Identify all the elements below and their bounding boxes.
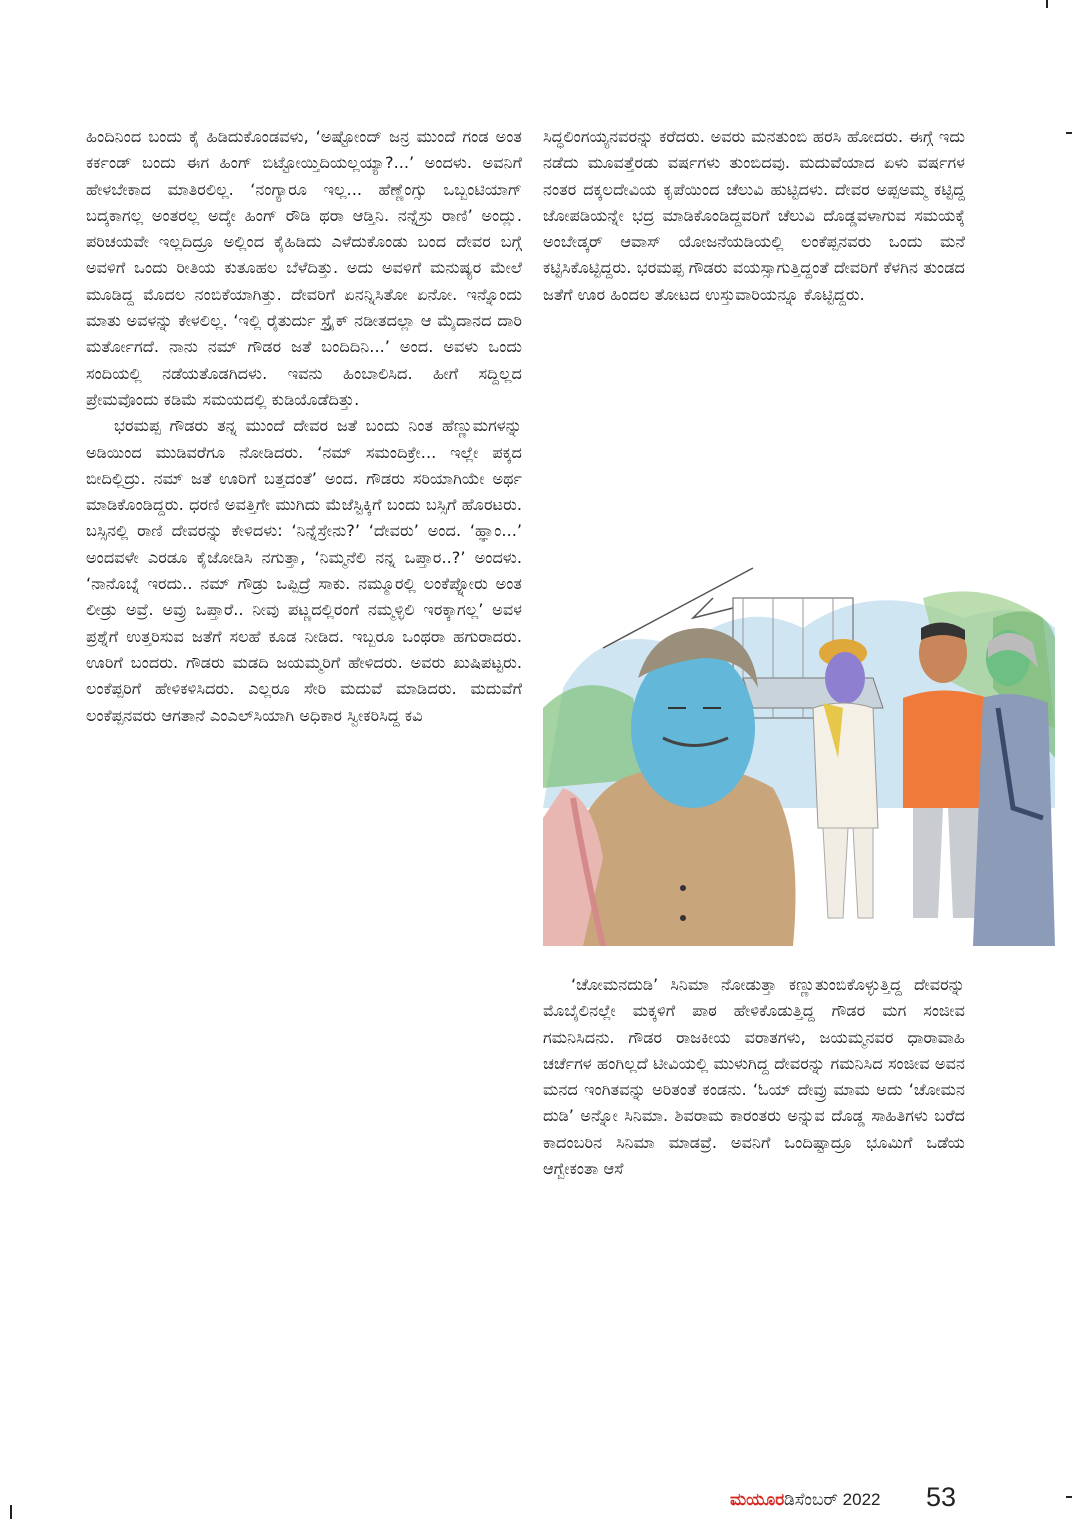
paragraph: ‘ಚೋಮನದುಡಿ’ ಸಿನಿಮಾ ನೋಡುತ್ತಾ ಕಣ್ಣುತುಂಬಿಕೊಳ್ಳುತ್ತಿದ್ದ ದೇವರನ್ನು ಮೊಬೈಲಿನಲ್ಲೇ ಮಕ್ಕಳಿಗೆ ಪಾಠ ಹೇಳಿಕೊಡುತ್ತಿದ್ದ ಗೌಡರ ಮಗ ಸಂಜೀವ ಗಮನಿಸಿದನು. ಗೌಡರ ರಾಜಕೀಯ ವರಾತಗಳು, ಜಯಮ್ಮನವರ ಧಾರಾವಾಹಿ ಚರ್ಚೆಗಳ ಹಂಗಿಲ್ಲದೆ ಟೀವಿಯಲ್ಲಿ ಮುಳುಗಿದ್ದ ದೇವರನ್ನು ಗಮನಿಸಿದ ಸಂಜೀವ ಅವನ ಮನದ ಇಂಗಿತವನ್ನು ಅರಿತಂತೆ ಕಂಡನು. ‘ಓಯ್ ದೇವ್ರು ಮಾಮ ಅದು ‘ಚೋಮನ ದುಡಿ’ ಅನ್ನೋ ಸಿನಿಮಾ. ಶಿವರಾಮ ಕಾರಂತರು ಅನ್ನುವ ದೊಡ್ಡ ಸಾಹಿತಿಗಳು ಬರೆದ ಕಾದಂಬರಿನ ಸಿನಿಮಾ ಮಾಡವ್ರೆ. ಅವನಿಗೆ ಒಂದಿಷ್ಟಾದ್ರೂ ಭೂಮಿಗೆ ಒಡೆಯ ಆಗ್ಬೇಕಂತಾ ಆಸೆ [543,975,965,1179]
crop-mark [1066,132,1072,134]
crop-mark [1066,1496,1072,1498]
crop-mark [10,1505,12,1519]
magazine-name: ಮಯೂರ [730,1490,785,1509]
paragraph: ಹಿಂದಿನಿಂದ ಬಂದು ಕೈ ಹಿಡಿದುಕೊಂಡವಳು, ‘ಅಷ್ಟೋಂದ್ ಜನ್ರ ಮುಂದೆ ಗಂಡ ಅಂತ ಕರ್ಕಂಡ್ ಬಂದು ಈಗ ಹಿಂಗ್ ಬಿಟ್ಟೋಯ್ತಿದಿಯಲ್ಲಯ್ಯಾ?...’ ಅಂದಳು. ಅವನಿಗೆ ಹೇಳಬೇಕಾದ ಮಾತಿರಲಿಲ್ಲ. ‘ನಂಗ್ಯಾರೂ ಇಲ್ಲ... ಹೆಣ್ಣೆಂಗ್ಸು ಒಬ್ಬಂಟಿಯಾಗ್ ಬದ್ಕಕಾಗಲ್ಲ ಅಂತರಲ್ಲ ಅದ್ಕೇ ಹಿಂಗ್ ರೌಡಿ ಥರಾ ಆಡ್ತಿನಿ. ನನ್ನೆಸ್ರು ರಾಣಿ’ ಅಂದ್ಲು. ಪರಿಚಯವೇ ಇಲ್ಲದಿದ್ರೂ ಅಲ್ಲಿಂದ ಕೈಹಿಡಿದು ಎಳೆದುಕೊಂಡು ಬಂದ ದೇವರ ಬಗ್ಗೆ ಅವಳಿಗೆ ಒಂದು ರೀತಿಯ ಕುತೂಹಲ ಬೆಳೆದಿತ್ತು. ಅದು ಅವಳಿಗೆ ಮನುಷ್ಯರ ಮೇಲೆ ಮೂಡಿದ್ದ ಮೊದಲ ನಂಬಿಕೆಯಾಗಿತ್ತು. ದೇವರಿಗೆ ಏನನ್ನಿಸಿತೋ ಏನೋ. ಇನ್ನೊಂದು ಮಾತು ಅವಳನ್ನು ಕೇಳಲಿಲ್ಲ. ‘ಇಲ್ಲಿ ರೈತುರ್ದು ಸ್ಟ್ರೈಕ್ ನಡೀತದಲ್ಲಾ ಆ ಮೈದಾನದ ದಾರಿ ಮರ್ತೋಗದೆ. ನಾನು ನಮ್ ಗೌಡರ ಜತೆ ಬಂದಿದಿನಿ...’ ಅಂದ. ಅವಳು ಒಂದು ಸಂದಿಯಲ್ಲಿ ನಡೆಯತೊಡಗಿದಳು. ಇವನು ಹಿಂಬಾಲಿಸಿದ. ಹೀಗೆ ಸದ್ದಿಲ್ಲದ ಪ್ರೇಮವೊಂದು ಕಡಿಮೆ ಸಮಯದಲ್ಲಿ ಕುಡಿಯೊಡೆದಿತ್ತು. [86,127,522,409]
crop-mark [1046,0,1048,8]
right-column-bottom [543,972,965,1182]
right-column-top [543,124,965,308]
issue-date: ಡಿಸೆಂಬರ್ 2022 [784,1490,881,1509]
paragraph: ಭರಮಪ್ಪ ಗೌಡರು ತನ್ನ ಮುಂದೆ ದೇವರ ಜತೆ ಬಂದು ನಿಂತ ಹೆಣ್ಣುಮಗಳನ್ನು ಅಡಿಯಿಂದ ಮುಡಿವರೆಗೂ ನೋಡಿದರು. ‘ನಮ್ ಸಮಂದಿಕ್ರೇ... ಇಲ್ಲೇ ಪಕ್ಕದ ಬೀದಿಲ್ಲಿದ್ರು. ನಮ್ ಜತೆ ಊರಿಗೆ ಬತ್ತದಂತೆ’ ಅಂದ. ಗೌಡರು ಸರಿಯಾಗಿಯೇ ಅರ್ಥ ಮಾಡಿಕೊಂಡಿದ್ದರು. ಧರಣಿ ಅವತ್ತಿಗೇ ಮುಗಿದು ಮೆಜೆಸ್ಟಿಕ್ಕಿಗೆ ಬಂದು ಬಸ್ಸಿಗೆ ಹೊರಟರು. ಬಸ್ಸಿನಲ್ಲಿ ರಾಣಿ ದೇವರನ್ನು ಕೇಳಿದಳು: ‘ನಿನ್ನೆಸ್ರೇನು?’ ‘ದೇವರು’ ಅಂದ. ‘ಹ್ಞಾಂ...’ ಅಂದವಳೇ ಎರಡೂ ಕೈಜೋಡಿಸಿ ನಗುತ್ತಾ, ‘ನಿಮ್ಮನೆಲಿ ನನ್ನ ಒಪ್ತಾರ..?’ ಅಂದಳು. ‘ನಾನೊಬ್ನೆ ಇರದು.. ನಮ್ ಗೌಡ್ರು ಒಪ್ಪಿದ್ರೆ ಸಾಕು. ನಮ್ಮೂರಲ್ಲಿ ಲಂಕೆಪ್ನೋರು ಅಂತ ಲೀಡ್ರು ಅವ್ರೆ. ಅವ್ರು ಒಪ್ತಾರೆ.. ನೀವು ಪಟ್ಣದಲ್ಲಿರಂಗೆ ನಮ್ಮಳ್ಳಿಲಿ ಇರಕ್ಕಾಗಲ್ಲ’ ಅವಳ ಪ್ರಶ್ನೆಗೆ ಉತ್ತರಿಸುವ ಜತೆಗೆ ಸಲಹೆ ಕೂಡ ನೀಡಿದ. ಇಬ್ಬರೂ ಒಂಥರಾ ಹಗುರಾದರು. ಊರಿಗೆ ಬಂದರು. ಗೌಡರು ಮಡದಿ ಜಯಮ್ಮರಿಗೆ ಹೇಳಿದರು. ಅವರು ಖುಷಿಪಟ್ಟರು. ಲಂಕೆಪ್ಪರಿಗೆ ಹೇಳಿಕಳಿಸಿದರು. ಎಲ್ಲರೂ ಸೇರಿ ಮದುವೆ ಮಾಡಿದರು. ಮದುವೆಗೆ ಲಂಕೆಪ್ಪನವರು ಆಗತಾನೆ ಎಂಎಲ್‌ಸಿಯಾಗಿ ಅಧಿಕಾರ ಸ್ವೀಕರಿಸಿದ್ದ ಕವಿ [86,416,522,725]
story-illustration [543,558,1055,946]
page-number: 53 [926,1482,957,1512]
paragraph: ಸಿದ್ಧಲಿಂಗಯ್ಯನವರನ್ನು ಕರೆದರು. ಅವರು ಮನತುಂಬಿ ಹರಸಿ ಹೋದರು. ಈಗ್ಗೆ ಇದು ನಡೆದು ಮೂವತ್ತೆರಡು ವರ್ಷಗಳು ತುಂಬಿದವು. ಮದುವೆಯಾದ ಏಳು ವರ್ಷಗಳ ನಂತರ ದಕ್ಕಲದೇವಿಯ ಕೃಪೆಯಿಂದ ಚೆಲುವಿ ಹುಟ್ಟಿದಳು. ದೇವರ ಅಪ್ಪಅಮ್ಮ ಕಟ್ಟಿದ್ದ ಜೋಪಡಿಯನ್ನೇ ಭದ್ರ ಮಾಡಿಕೊಂಡಿದ್ದವರಿಗೆ ಚೆಲುವಿ ದೊಡ್ಡವಳಾಗುವ ಸಮಯಕ್ಕೆ ಅಂಬೇಡ್ಕರ್ ಆವಾಸ್ ಯೋಜನೆಯಡಿಯಲ್ಲಿ ಲಂಕೆಪ್ಪನವರು ಒಂದು ಮನೆ ಕಟ್ಟಿಸಿಕೊಟ್ಟಿದ್ದರು. ಭರಮಪ್ಪ ಗೌಡರು ವಯಸ್ಸಾಗುತ್ತಿದ್ದಂತೆ ದೇವರಿಗೆ ಕೆಳಗಿನ ತುಂಡದ ಜತೆಗೆ ಊರ ಹಿಂದಲ ತೋಟದ ಉಸ್ತುವಾರಿಯನ್ನೂ ಕೊಟ್ಟಿದ್ದರು. [543,127,965,304]
page-footer [730,1476,970,1516]
left-column [86,124,522,729]
